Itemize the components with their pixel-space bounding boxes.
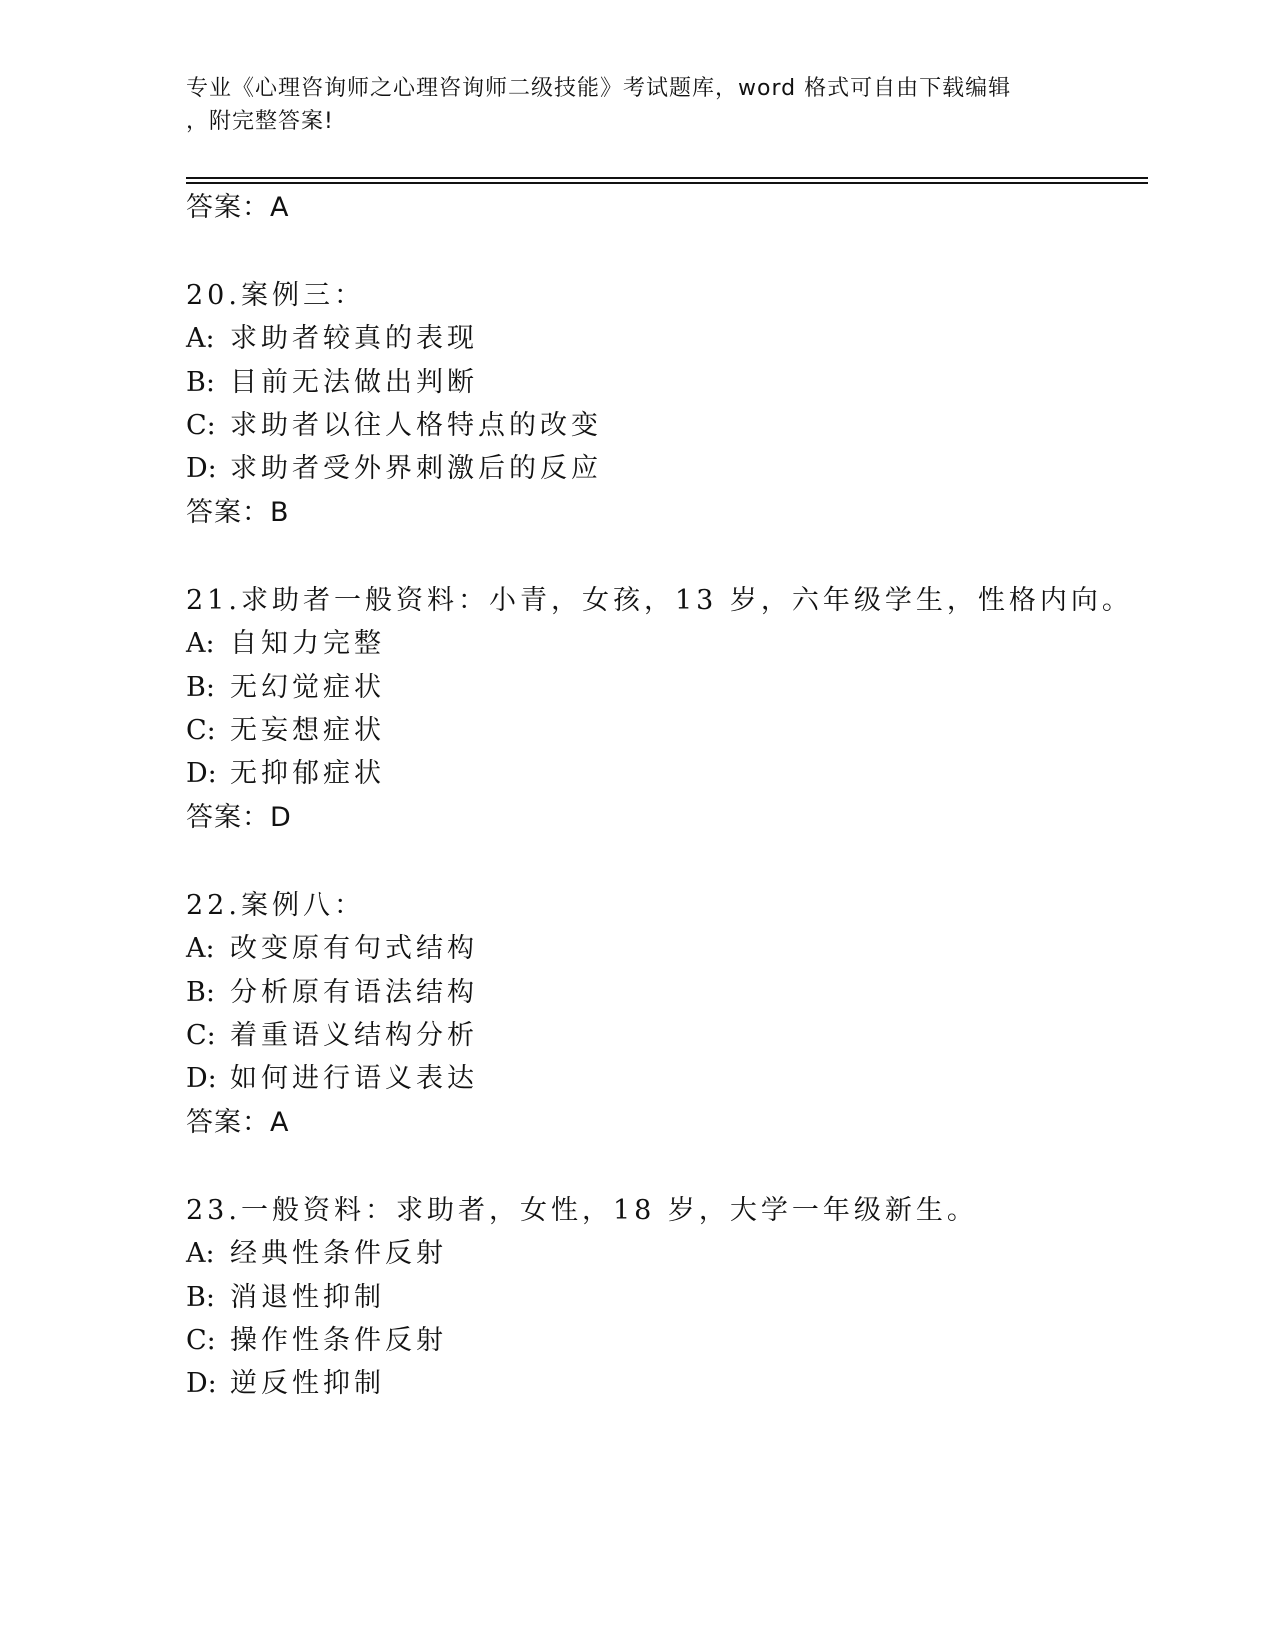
option-text: 逆反性抑制 [230, 1368, 385, 1399]
answer-value: D [270, 802, 292, 833]
option-text: 无妄想症状 [230, 715, 385, 746]
option-c [186, 714, 385, 748]
option-letter: B: [186, 367, 215, 398]
answer-line [186, 1106, 289, 1140]
option-text: 如何进行语义表达 [230, 1063, 478, 1094]
question-title: 21.求助者一般资料：小青，女孩，13 岁，六年级学生，性格内向。 [186, 585, 1133, 616]
option-text: 无幻觉症状 [230, 672, 385, 703]
option-d [186, 1367, 385, 1401]
option-letter: C: [186, 410, 216, 441]
question-title: 20.案例三： [186, 280, 365, 311]
option-letter: B: [186, 977, 215, 1008]
option-letter: A: [186, 1238, 215, 1269]
option-text: 着重语义结构分析 [230, 1020, 478, 1051]
header-divider-top [186, 177, 1148, 179]
option-letter: D: [186, 1368, 217, 1399]
answer-label: 答案： [186, 192, 270, 223]
answer-previous [186, 191, 289, 225]
option-text: 分析原有语法结构 [230, 977, 478, 1008]
option-letter: D: [186, 453, 217, 484]
option-a [186, 932, 478, 966]
option-text: 自知力完整 [230, 628, 385, 659]
option-letter: B: [186, 1282, 215, 1313]
answer-line [186, 801, 292, 835]
answer-label: 答案： [186, 1107, 270, 1138]
option-b [186, 366, 478, 400]
option-b [186, 1281, 385, 1315]
option-text: 无抑郁症状 [230, 758, 385, 789]
option-d [186, 757, 385, 791]
option-b [186, 671, 385, 705]
option-a [186, 322, 478, 356]
option-letter: C: [186, 1020, 216, 1051]
answer-value: A [270, 192, 290, 223]
question-title: 23.一般资料：求助者，女性，18 岁，大学一年级新生。 [186, 1195, 978, 1226]
option-letter: A: [186, 628, 215, 659]
option-d [186, 1062, 478, 1096]
option-text: 操作性条件反射 [230, 1325, 447, 1356]
option-text: 求助者较真的表现 [230, 323, 478, 354]
option-text: 改变原有句式结构 [230, 933, 478, 964]
option-letter: C: [186, 715, 216, 746]
option-letter: B: [186, 672, 215, 703]
answer-label: 答案： [186, 497, 270, 528]
option-letter: C: [186, 1325, 216, 1356]
option-text: 求助者以往人格特点的改变 [230, 410, 602, 441]
option-letter: D: [186, 758, 217, 789]
question-title: 22.案例八： [186, 890, 365, 921]
answer-value: A [270, 1107, 290, 1138]
option-letter: A: [186, 323, 215, 354]
document-header [186, 72, 1066, 138]
option-text: 目前无法做出判断 [230, 367, 478, 398]
option-c [186, 1019, 478, 1053]
answer-label: 答案： [186, 802, 270, 833]
answer-value: B [270, 497, 290, 528]
option-text: 求助者受外界刺激后的反应 [230, 453, 602, 484]
option-text: 经典性条件反射 [230, 1238, 447, 1269]
option-text: 消退性抑制 [230, 1282, 385, 1313]
option-a [186, 1237, 447, 1271]
answer-line [186, 496, 290, 530]
option-letter: A: [186, 933, 215, 964]
header-divider-bottom [186, 182, 1148, 184]
header-line-1: 专业《心理咨询师之心理咨询师二级技能》考试题库，word 格式可自由下载编辑 [186, 76, 1012, 101]
option-c [186, 409, 602, 443]
option-letter: D: [186, 1063, 217, 1094]
option-b [186, 976, 478, 1010]
header-line-2: ，附完整答案! [186, 109, 334, 134]
option-d [186, 452, 602, 486]
option-a [186, 627, 385, 661]
option-c [186, 1324, 447, 1358]
